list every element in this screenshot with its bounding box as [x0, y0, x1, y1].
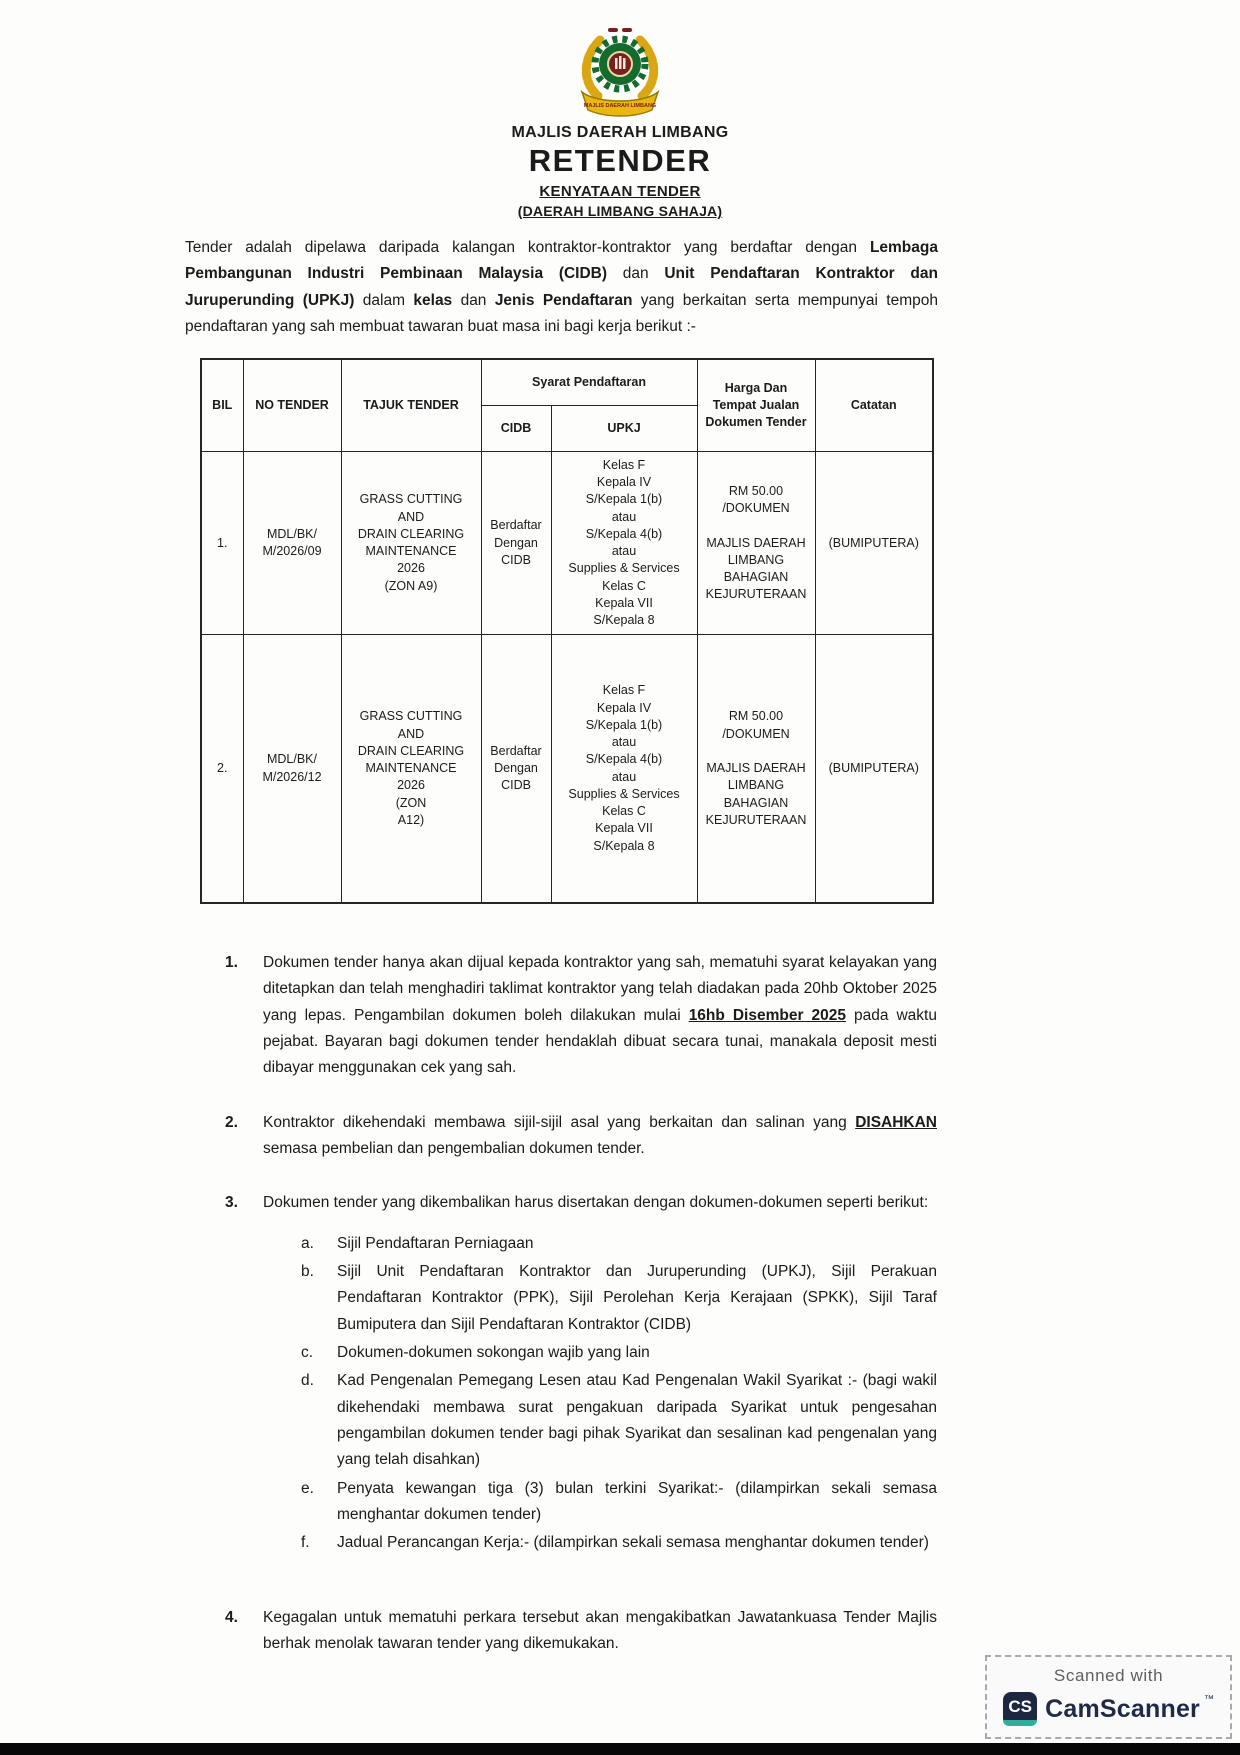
note-text: Dokumen tender hanya akan dijual kepada kontraktor yang sah, mematuhi syarat kelayakan yang ditetapkan dan telah menghadiri taklimat kontraktor yang telah diadakan pada 20hb Oktober 2025 yang lepas. Pengambilan dokumen boleh dilakukan mulai 16hb Disember 2025 pada waktu pejabat. Bayaran bagi dokumen tender hendaklah dibuat secara tunai, manakala deposit mesti dibayar menggunakan cek yang sah. — [263, 953, 937, 1077]
col-header-syarat-pendaftaran: Syarat Pendaftaran — [481, 359, 697, 405]
note-subitem — [301, 1368, 937, 1473]
subitem-text: Kad Pengenalan Pemegang Lesen atau Kad Pengenalan Wakil Syarikat :- (bagi wakil dikehendaki membawa surat pengakuan daripada Syarikat untuk pengesahan pengambilan dokumen tender bagi pihak Syarikat dan sesalinan kad pengenalan yang yang telah disahkan) — [337, 1372, 937, 1469]
note-item — [225, 1190, 937, 1558]
subitem-text: Sijil Unit Pendaftaran Kontraktor dan Juruperunding (UPKJ), Sijil Perakuan Pendaftaran Kontraktor (PPK), Sijil Perolehan Kerja Kerajaan (SPKK), Sijil Taraf Bumiputera dan Sijil Pendaftaran Kontraktor (CIDB) — [337, 1262, 937, 1333]
cell-upkj: Kelas F Kepala IV S/Kepala 1(b) atau S/Kepala 4(b) atau Supplies & Services Kelas C Kepala VII S/Kepala 8 — [551, 635, 697, 903]
note-subitem — [301, 1530, 937, 1556]
intro-segment: dan — [607, 265, 665, 283]
col-header-upkj: UPKJ — [551, 405, 697, 451]
cell-harga: RM 50.00 /DOKUMEN MAJLIS DAERAH LIMBANG BAHAGIAN KEJURUTERAAN — [697, 635, 815, 903]
note-subitem — [301, 1259, 937, 1338]
notes-list — [225, 950, 937, 1658]
cell-upkj: Kelas F Kepala IV S/Kepala 1(b) atau S/Kepala 4(b) atau Supplies & Services Kelas C Kepala VII S/Kepala 8 — [551, 451, 697, 635]
tender-row — [201, 451, 933, 635]
cell-no-tender: MDL/BK/ M/2026/09 — [243, 451, 341, 635]
col-header-tajuk-tender: TAJUK TENDER — [341, 359, 481, 451]
col-header-bil: BIL — [201, 359, 243, 451]
cell-bil: 2. — [201, 635, 243, 903]
camscanner-icon: CS — [1003, 1692, 1037, 1726]
note-item — [225, 1110, 937, 1163]
cell-cidb: Berdaftar Dengan CIDB — [481, 635, 551, 903]
note-number: 4. — [225, 1608, 238, 1626]
note-sublist — [301, 1231, 937, 1557]
note-item — [225, 950, 937, 1082]
tender-table — [200, 358, 934, 904]
note-subitem — [301, 1231, 937, 1257]
intro-segment: dan — [452, 291, 495, 309]
cell-harga: RM 50.00 /DOKUMEN MAJLIS DAERAH LIMBANG BAHAGIAN KEJURUTERAAN — [697, 451, 815, 635]
camscanner-brand: CamScanner — [1045, 1694, 1200, 1723]
subtitle-daerah-limbang: (DAERAH LIMBANG SAHAJA) — [517, 203, 723, 219]
intro-segment: dalam — [354, 291, 414, 309]
cell-tajuk: GRASS CUTTING AND DRAIN CLEARING MAINTENANCE 2026 (ZON A12) — [341, 635, 481, 903]
subitem-letter: c. — [301, 1344, 314, 1361]
note-subitem — [301, 1340, 937, 1366]
subitem-letter: b. — [301, 1262, 314, 1280]
col-header-harga: Harga Dan Tempat Jualan Dokumen Tender — [697, 359, 815, 451]
note-number: 1. — [225, 953, 238, 971]
subtitle-kenyataan-tender: KENYATAAN TENDER — [539, 183, 701, 200]
note-text: Kontraktor dikehendaki membawa sijil-sijil asal yang berkaitan dan salinan yang DISAHKAN semasa pembelian dan pengembalian dokumen tender. — [263, 1113, 937, 1157]
intro-segment: Jenis Pendaftaran — [494, 291, 633, 309]
intro-paragraph — [185, 235, 938, 340]
crest-icon — [562, 26, 678, 118]
scan-black-bar — [0, 1743, 1240, 1755]
cell-catatan: (BUMIPUTERA) — [815, 451, 933, 635]
note-item — [225, 1605, 937, 1658]
subitem-letter: d. — [301, 1372, 314, 1390]
col-header-cidb: CIDB — [481, 405, 551, 451]
intro-segment: kelas — [413, 291, 453, 309]
scanned-with-label: Scanned with — [1053, 1666, 1164, 1685]
intro-segment: Tender adalah dipelawa daripada kalangan kontraktor-kontraktor yang berdaftar dengan — [185, 239, 870, 256]
intro-segment: Unit Pendaftaran Kontraktor dan Juruperunding (UPKJ) — [185, 265, 938, 309]
cell-no-tender: MDL/BK/ M/2026/12 — [243, 635, 341, 903]
col-header-no-tender: NO TENDER — [243, 359, 341, 451]
tender-table-header — [201, 359, 933, 451]
document-header — [0, 0, 1240, 219]
trademark-symbol: ™ — [1204, 1694, 1214, 1705]
cell-cidb: Berdaftar Dengan CIDB — [481, 451, 551, 635]
subitem-letter: a. — [301, 1234, 314, 1252]
cell-bil: 1. — [201, 451, 243, 635]
note-number: 2. — [225, 1113, 238, 1131]
note-number: 3. — [225, 1194, 238, 1212]
col-header-catatan: Catatan — [815, 359, 933, 451]
subitem-text: Penyata kewangan tiga (3) bulan terkini Syarikat:- (dilampirkan sekali semasa menghantar dokumen tender) — [337, 1479, 937, 1524]
tender-row — [201, 635, 933, 903]
subitem-text: Jadual Perancangan Kerja:- (dilampirkan sekali semasa menghantar dokumen tender) — [337, 1534, 929, 1552]
subitem-text: Sijil Pendaftaran Perniagaan — [337, 1234, 534, 1252]
note-text: Dokumen tender yang dikembalikan harus disertakan dengan dokumen-dokumen seperti berikut: a. Sijil Pendaftaran Perniagaan b. Sijil Unit Pendaftaran Kontraktor dan Juruperunding (UPKJ), Sijil Perakuan Pendaftaran Kontraktor (PPK), Sijil Perolehan Kerja Kerajaan (SPKK), Sijil Taraf Bumiputera dan Sijil Pendaftaran Kontraktor (CIDB) c. Dokumen-dokumen sokongan wajib yang lain d. Kad Pengenalan Pemegang Lesen atau Kad Pengenalan Wakil Syarikat :- (bagi wakil dikehendaki membawa surat pengakuan daripada Syarikat untuk pengesahan pengambilan dokumen tender bagi pihak Syarikat dan sesalinan kad pengenalan yang yang telah disahkan) e. Penyata kewangan tiga (3) bulan terkini Syarikat:- (dilampirkan sekali semasa menghantar dokumen tender) f. Jadual Perancangan Kerja:- (dilampirkan sekali semasa menghantar dokumen tender) — [263, 1190, 937, 1558]
page-title: RETENDER — [528, 143, 712, 178]
org-name: MAJLIS DAERAH LIMBANG — [511, 124, 729, 141]
cell-catatan: (BUMIPUTERA) — [815, 635, 933, 903]
council-crest-logo — [0, 26, 1240, 118]
camscanner-badge — [985, 1655, 1232, 1739]
intro-segment: Lembaga Pembangunan Industri Pembinaan Malaysia (CIDB) — [185, 239, 938, 283]
crest-ribbon-text: MAJLIS DAERAH LIMBANG — [583, 103, 657, 109]
note-text: Kegagalan untuk mematuhi perkara tersebut akan mengakibatkan Jawatankuasa Tender Majlis berhak menolak tawaran tender yang dikemukakan. — [263, 1608, 937, 1653]
intro-segment: yang berkaitan serta mempunyai tempoh pendaftaran yang sah membuat tawaran buat masa ini bagi kerja berikut :- — [185, 291, 938, 336]
subitem-letter: e. — [301, 1479, 314, 1497]
cell-tajuk: GRASS CUTTING AND DRAIN CLEARING MAINTENANCE 2026 (ZON A9) — [341, 451, 481, 635]
subitem-letter: f. — [301, 1534, 310, 1552]
note-subitem — [301, 1476, 937, 1529]
subitem-text: Dokumen-dokumen sokongan wajib yang lain — [337, 1344, 650, 1361]
